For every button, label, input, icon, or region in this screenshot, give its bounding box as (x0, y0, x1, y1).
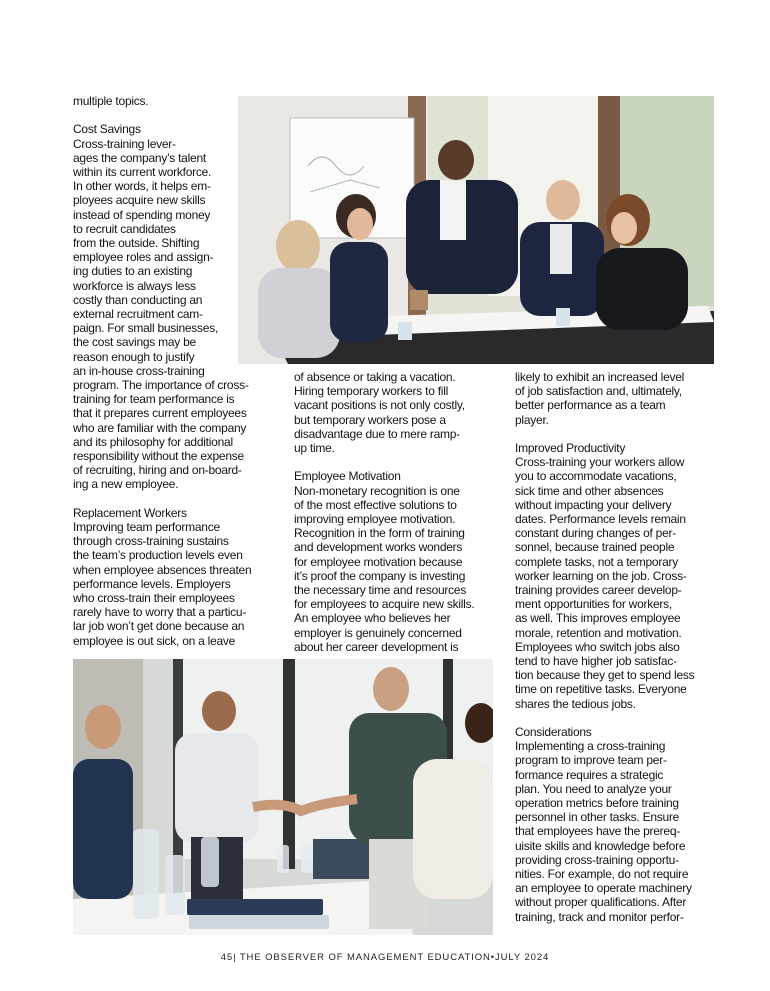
col1-line: lar job won’t get done because an (73, 619, 245, 634)
col1-line: rarely have to worry that a particu- (73, 605, 247, 620)
col1-line: and its philosophy for additional (73, 434, 233, 449)
col2-line: up time. (294, 441, 335, 455)
col3-line: that employees have the prereq- (515, 824, 681, 839)
col2-line: of the most effective solutions to (294, 497, 457, 512)
col3-line: Employees who switch jobs also (515, 639, 680, 654)
team-meeting-photo (238, 96, 714, 364)
col3-line: providing cross-training opportu- (515, 852, 679, 867)
col3-line: constant during changes of per- (515, 526, 677, 541)
col3-line: shares the tedious jobs. (515, 696, 636, 711)
col2-line: for employee motivation because (294, 554, 463, 569)
col1-line: the cost savings may be (73, 335, 196, 350)
col2-line: An employee who believes her (294, 611, 451, 626)
col1-line: reason enough to justify (73, 349, 195, 364)
col1-line: to recruit candidates (73, 221, 176, 236)
col3-line: program to improve team per- (515, 753, 667, 768)
col1-line: an in-house cross-training (73, 363, 205, 378)
col3-line: plan. You need to analyze your (515, 781, 672, 796)
col1-line: within its current workforce. (73, 165, 212, 179)
col3-line: training, track and monitor perfor- (515, 909, 684, 924)
col3-line: of job satisfaction and, ultimately, (515, 384, 682, 399)
col1-line: multiple topics. (73, 94, 149, 108)
col3-line: worker learning on the job. Cross- (515, 568, 687, 583)
col3-line: nities. For example, do not require (515, 867, 689, 881)
col3-line: likely to exhibit an increased level (515, 370, 685, 384)
col3-line: dates. Performance levels remain (515, 512, 686, 526)
col1-line: training for team performance is (73, 392, 235, 407)
col3-line: you to accommodate vacations, (515, 469, 677, 484)
col3-line: time on repetitive tasks. Everyone (515, 682, 687, 697)
col1-line: In other words, it helps em- (73, 179, 211, 194)
col3-line: Cross-training your workers allow (515, 455, 685, 470)
col3-line: morale, retention and motivation. (515, 625, 682, 640)
col2-line: about her career development is (294, 639, 459, 654)
col2-line: for employees to acquire new skills. (294, 597, 475, 612)
col2-line: Hiring temporary workers to fill (294, 384, 449, 399)
col3-line: Considerations (515, 725, 592, 739)
col1-line: from the outside. Shifting (73, 236, 200, 250)
col3-line: uisite skills and knowledge before (515, 838, 686, 853)
col3-line: training provides career develop- (515, 583, 682, 597)
col3-line: better performance as a team (515, 398, 666, 413)
col3-line: tend to have higher job satisfac- (515, 654, 677, 668)
col2-line: Recognition in the form of training (294, 526, 465, 541)
col3-line: without proper qualifications. After (515, 895, 687, 910)
col1-line: of recruiting, hiring and on-board- (73, 463, 242, 478)
col1-line: ages the company’s talent (73, 150, 206, 165)
col3-line: an employee to operate machinery (515, 881, 692, 896)
col2-line: the necessary time and resources (294, 583, 467, 597)
col3-line: personnel in other tasks. Ensure (515, 810, 680, 825)
col3-line: without impacting your delivery (515, 497, 672, 512)
col1-line: performance levels. Employers (73, 576, 231, 591)
col1-line: Improving team performance (73, 520, 220, 534)
col1-line: instead of spending money (73, 207, 211, 222)
col2-line: disadvantage due to mere ramp- (294, 426, 460, 441)
col3-line: formance requires a strategic (515, 767, 664, 782)
col2-line: Non-monetary recognition is one (294, 483, 460, 498)
col2-line: vacant positions is not only costly, (294, 398, 465, 413)
col3-line: sick time and other absences (515, 483, 664, 498)
col1-line: who cross-train their employees (73, 591, 235, 605)
page-footer: 45| THE OBSERVER OF MANAGEMENT EDUCATION•JULY 2024 (220, 952, 550, 963)
col1-line: external recruitment cam- (73, 307, 203, 321)
col1-line: responsibility without the expense (73, 449, 244, 463)
col1-line: employee is out sick, on a leave (73, 633, 236, 648)
handshake-illustration (73, 659, 493, 935)
col2-line: Employee Motivation (294, 469, 401, 484)
col3-line: complete tasks, not a temporary (515, 554, 678, 569)
col1-line: Replacement Workers (73, 505, 187, 520)
col1-line: Cross-training lever- (73, 136, 176, 151)
col1-line: costly than conducting an (73, 292, 203, 307)
col3-line: Improved Productivity (515, 441, 626, 455)
col2-line: employer is genuinely concerned (294, 625, 462, 640)
col1-line: when employee absences threaten (73, 562, 252, 577)
col1-line: ing duties to an existing (73, 264, 193, 279)
col3-line: Implementing a cross-training (515, 739, 666, 754)
col1-line: paign. For small businesses, (73, 321, 219, 336)
col3-line: sonnel, because trained people (515, 540, 675, 555)
team-meeting-illustration (238, 96, 714, 364)
col2-line: of absence or taking a vacation. (294, 370, 456, 384)
handshake-photo (73, 659, 493, 935)
col1-line: Cost Savings (73, 122, 141, 137)
col1-line: the team’s production levels even (73, 548, 243, 563)
col2-line: and development works wonders (294, 540, 463, 555)
col2-line: it’s proof the company is investing (294, 568, 466, 583)
col3-line: player. (515, 412, 549, 427)
col1-line: who are familiar with the company (73, 420, 247, 435)
col1-line: ployees acquire new skills (73, 193, 206, 208)
col1-line: workforce is always less (73, 278, 196, 293)
col3-line: tion because they get to spend less (515, 668, 695, 683)
col1-line: program. The importance of cross- (73, 378, 249, 392)
col2-line: improving employee motivation. (294, 512, 456, 526)
col3-line: as well. This improves employee (515, 611, 681, 626)
col3-line: operation metrics before training (515, 796, 679, 810)
col3-line: ment opportunities for workers, (515, 597, 672, 612)
col1-line: that it prepares current employees (73, 406, 247, 421)
col1-line: through cross-training sustains (73, 534, 229, 549)
col1-line: employee roles and assign- (73, 250, 214, 265)
col1-line: ing a new employee. (73, 477, 179, 492)
col2-line: but temporary workers pose a (294, 412, 446, 427)
